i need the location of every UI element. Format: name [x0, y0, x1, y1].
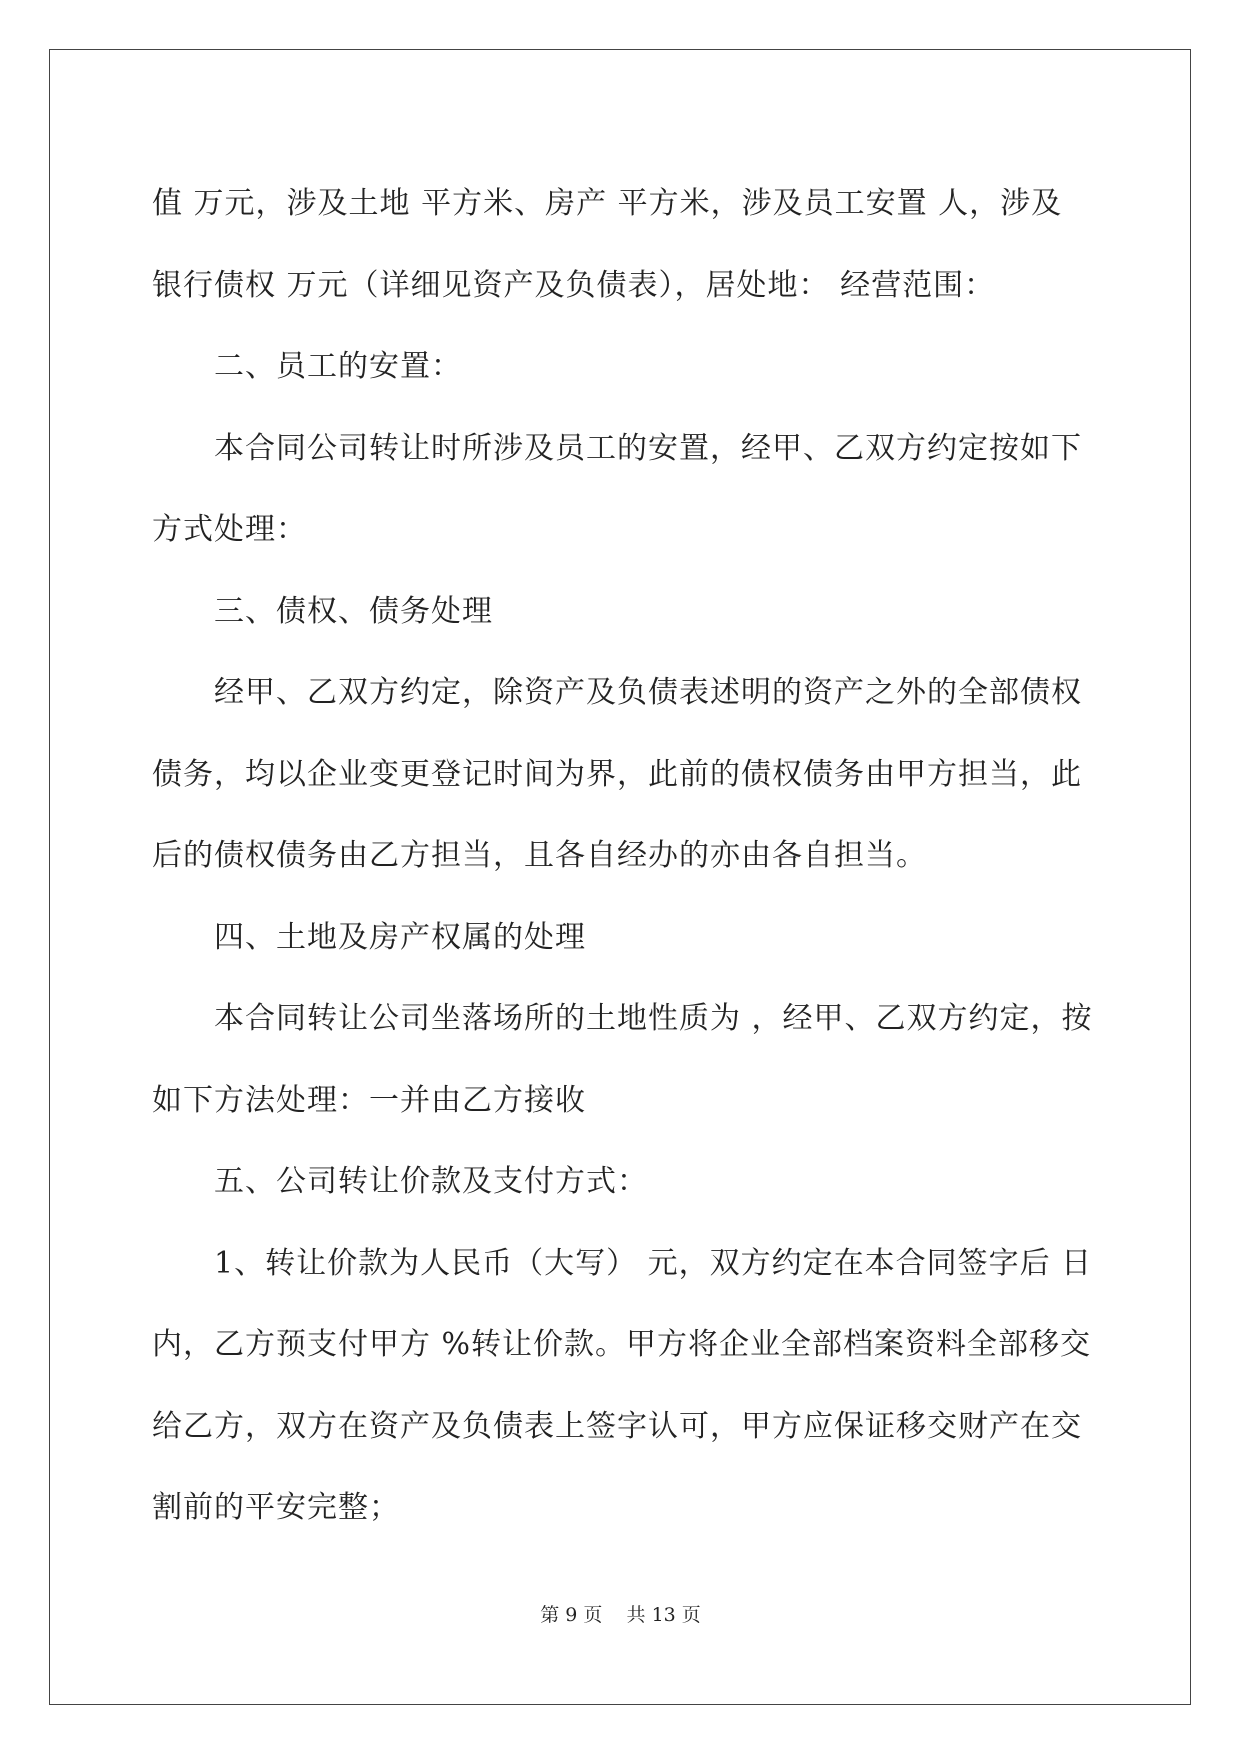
text-line-5: 方式处理：	[152, 512, 307, 547]
document-body	[152, 162, 1092, 1548]
text-line-14: 1、转让价款为人民币（大写） 元，双方约定在本合同签字后 日	[214, 1245, 1093, 1281]
text-line-7: 经甲、乙双方约定，除资产及负债表述明的资产之外的全部债权	[214, 675, 1082, 710]
text-line-8: 债务，均以企业变更登记时间为界，此前的债权债务由甲方担当，此	[152, 756, 1082, 792]
text-line-2: 银行债权 万元（详细见资产及负债表），居处地： 经营范围：	[152, 267, 996, 303]
text-line-1: 值 万元，涉及土地 平方米、房产 平方米，涉及员工安置 人，涉及	[152, 186, 1063, 221]
section-heading-payment: 五、公司转让价款及支付方式：	[214, 1164, 648, 1199]
section-heading-land: 四、土地及房产权属的处理	[214, 919, 586, 955]
section-heading-debts: 三、债权、债务处理	[214, 593, 493, 629]
text-line-11: 本合同转让公司坐落场所的土地性质为 ，经甲、乙双方约定，按	[214, 1001, 1093, 1036]
text-line-9: 后的债权债务由乙方担当，且各自经办的亦由各自担当。	[152, 838, 927, 873]
text-line-16: 给乙方，双方在资产及负债表上签字认可，甲方应保证移交财产在交	[152, 1408, 1082, 1444]
text-line-12: 如下方法处理：一并由乙方接收	[152, 1082, 586, 1118]
section-heading-employees: 二、员工的安置：	[214, 349, 462, 384]
page-number: 第 9 页 共 13 页	[540, 1604, 701, 1626]
text-line-15: 内，乙方预支付甲方 %转让价款。甲方将企业全部档案资料全部移交	[152, 1327, 1092, 1362]
page-footer	[0, 1600, 1241, 1627]
text-line-4: 本合同公司转让时所涉及员工的安置，经甲、乙双方约定按如下	[214, 430, 1082, 466]
text-line-17: 割前的平安完整；	[152, 1490, 400, 1525]
